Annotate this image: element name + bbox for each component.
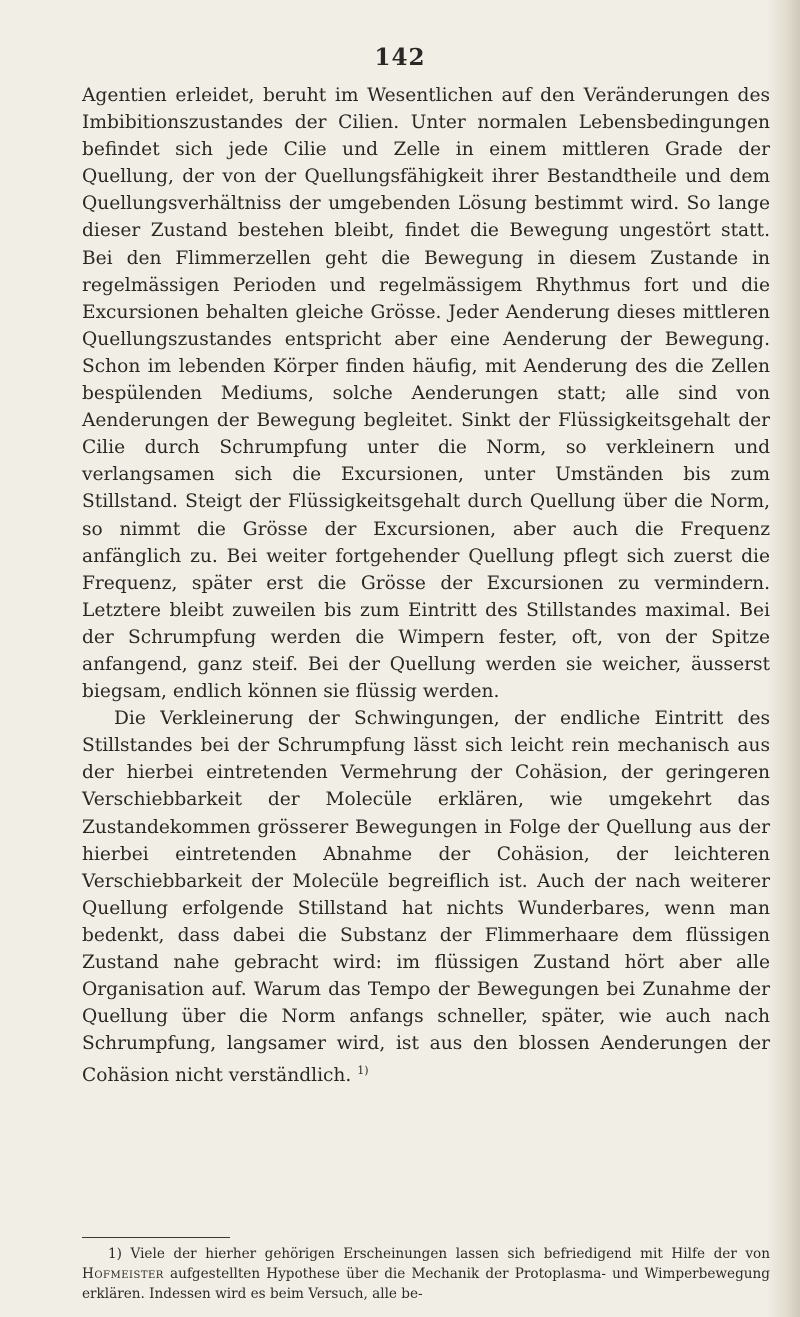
footnote-text-after: aufgestellten Hypothese über die Mechanik der Protoplasma- und Wimperbewegung erklären. Indessen wird es beim Versuch, alle be-: [82, 1266, 770, 1302]
page-edge-shadow: [766, 0, 800, 1317]
footnote-rule: [82, 1237, 230, 1238]
body-text: [82, 82, 770, 1090]
page-number: 142: [374, 44, 426, 71]
footnote: [82, 1244, 770, 1304]
footnote-reference: 1): [357, 1064, 369, 1078]
paragraph-2-text: Die Verkleinerung der Schwingungen, der endliche Eintritt des Stillstandes bei der Schrumpfung lässt sich leicht rein mechanisch aus der hierbei eintretenden Vermehrung der Cohäsion, der geringeren Verschiebbarkeit der Molecüle erklären, wie umgekehrt das Zustandekommen grösserer Bewegungen in Folge der Quellung aus der hierbei eintretenden Abnahme der Cohäsion, der leichteren Verschiebbarkeit der Molecüle begreiflich ist. Auch der nach weiterer Quellung erfolgende Stillstand hat nichts Wunderbares, wenn man bedenkt, dass dabei die Substanz der Flimmerhaare dem flüssigen Zustand nahe gebracht wird: im flüssigen Zustand hört aber alle Organisation auf. Warum das Tempo der Bewegungen bei Zunahme der Quellung über die Norm anfangs schneller, später, wie auch nach Schrumpfung, langsamer wird, ist aus den blossen Aenderungen der Cohäsion nicht verständlich.: [82, 708, 770, 1087]
footnote-text: [82, 1244, 770, 1304]
footnote-author: Hofmeister: [82, 1266, 164, 1282]
paragraph-1: Agentien erleidet, beruht im Wesentlichen auf den Veränderungen des Imbibitionszustandes der Cilien. Unter normalen Lebensbedingungen befindet sich jede Cilie und Zelle in einem mittleren Grade der Quellung, der von der Quellungsfähigkeit ihrer Bestandtheile und dem Quellungsverhältniss der umgebenden Lösung bestimmt wird. So lange dieser Zustand bestehen bleibt, findet die Bewegung ungestört statt. Bei den Flimmerzellen geht die Bewegung in diesem Zustande in regelmässigen Perioden und regelmässigem Rhythmus fort und die Excursionen behalten gleiche Grösse. Jeder Aenderung dieses mittleren Quellungszustandes entspricht aber eine Aenderung der Bewegung. Schon im lebenden Körper finden häufig, mit Aenderung des die Zellen bespülenden Mediums, solche Aenderungen statt; alle sind von Aenderungen der Bewegung begleitet. Sinkt der Flüssigkeitsgehalt der Cilie durch Schrumpfung unter die Norm, so verkleinern und verlangsamen sich die Excursionen, unter Umständen bis zum Stillstand. Steigt der Flüssigkeitsgehalt durch Quellung über die Norm, so nimmt die Grösse der Excursionen, aber auch die Frequenz anfänglich zu. Bei weiter fortgehender Quellung pflegt sich zuerst die Frequenz, später erst die Grösse der Excursionen zu vermindern. Letztere bleibt zuweilen bis zum Eintritt des Stillstandes maximal. Bei der Schrumpfung werden die Wimpern fester, oft, von der Spitze anfangend, ganz steif. Bei der Quellung werden sie weicher, äusserst biegsam, endlich können sie flüssig werden.: [82, 85, 770, 703]
footnote-marker: 1): [108, 1246, 122, 1262]
paragraph-2: [82, 705, 770, 1090]
footnote-text-before: Viele der hierher gehörigen Erscheinungen lassen sich befriedigend mit Hilfe der von: [130, 1246, 770, 1262]
